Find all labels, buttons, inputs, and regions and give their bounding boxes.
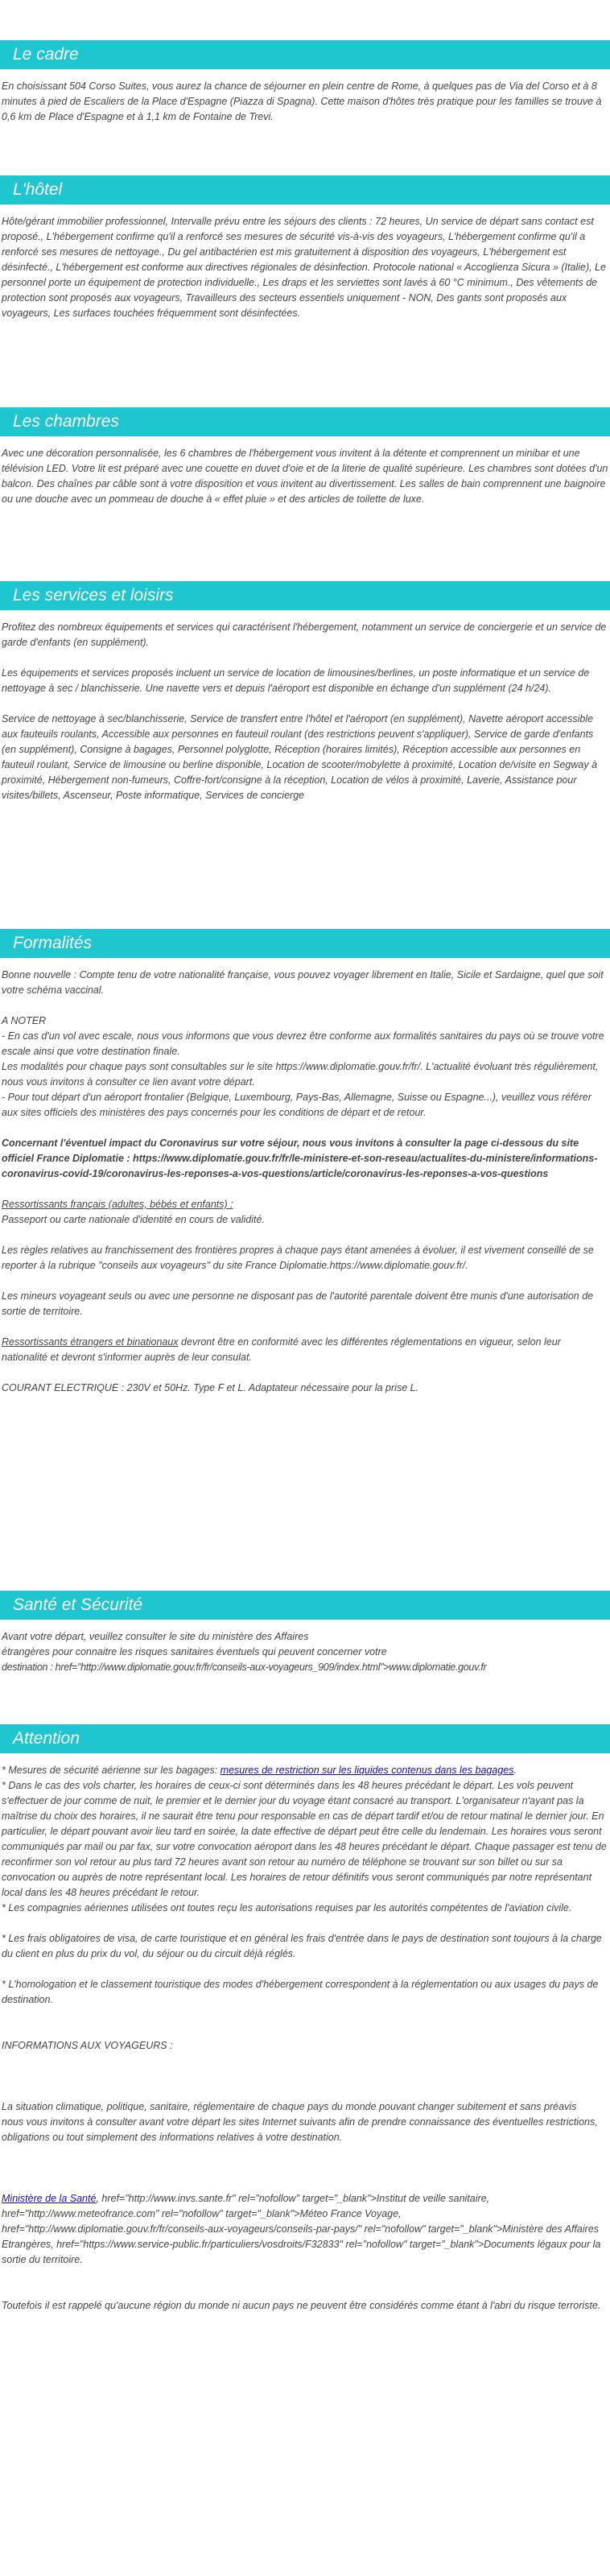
section-title-hotel: L'hôtel [0, 175, 610, 204]
services-p2: Les équipements et services proposés incluent un service de location de limousines/berlines, un poste informatique et un service de nettoyage à sec / blanchisserie. Une navette vers et depuis l'aéroport est disponible en échange d'un supplément (24 h/24). [2, 667, 590, 694]
mesure-1-prefix: * Mesures de sécurité aérienne sur les bagages: [2, 1765, 221, 1776]
mesure-5: * L'homologation et le classement touristique des modes d'hébergement correspondent à la réglementation ou aux usages du pays de destination. [2, 1979, 599, 2005]
ress-etr-label: Ressortissants étrangers et binationaux [2, 1336, 179, 1348]
noter-3: - Pour tout départ d'un aéroport frontalier (Belgique, Luxembourg, Pays-Bas, Allemagne, Suisse ou Espagne...), veuillez vous référer aux sites officiels des ministères des pays concernés pour les conditions de départ et de retour. [2, 1092, 591, 1118]
section-title-attention: Attention [0, 1724, 610, 1753]
section-attention [0, 1724, 610, 2314]
info-voyageurs-title: INFORMATIONS AUX VOYAGEURS : [2, 2040, 173, 2051]
section-title-services: Les services et loisirs [0, 581, 610, 610]
section-title-sante: Santé et Sécurité [0, 1591, 610, 1620]
covid-notice: Concernant l'éventuel impact du Coronavirus sur votre séjour, nous vous invitons à consulter la page ci-dessous du site officiel France Diplomatie : https://www.diplomatie.gouv.fr/fr/le-ministere-et-son-reseau/actualites-du-ministere/informations-coronavirus-covid-19/coronavirus-les-reponses-a-vos-questions/article/coronavirus-les-reponses-a-vos-questions [2, 1137, 598, 1179]
section-chambres [0, 407, 610, 507]
noter-2: Les modalités pour chaque pays sont consultables sur le site https://www.diplomatie.gouv.fr/fr/. L'actualité évoluant très régulièrement, nous vous invitons à consulter ce lien avant votre départ. [2, 1061, 599, 1088]
section-sante [0, 1591, 610, 1675]
section-title-cadre: Le cadre [0, 40, 610, 69]
ministere-sante-link[interactable]: Ministère de la Santé [2, 2193, 97, 2204]
ress-etr-text: devront être en conformité avec les différentes réglementations en vigueur, selon leur nationalité et devront s'informer auprès de leur consulat. [2, 1336, 561, 1363]
services-p3: Service de nettoyage à sec/blanchisserie, Service de transfert entre l'hôtel et l'aéroport (en supplément), Navette aéroport accessible aux fauteuils roulants, Accessible aux personnes en fauteuil roulant (des restrictions peuvent s'appliquer), Service de garde d'enfants (en supplément), Consigne à bagages, Personnel polyglotte, Réception (horaires limités), Réception accessible aux personnes en fauteuil roulant, Service de limousine ou berline disponible, Location de scooter/mobylette à proximité, Location de/visite en Segway à proximité, Hébergement non-fumeurs, Coffre-fort/consigne à la réception, Location de vélos à proximité, Laverie, Assistance pour visites/billets, Ascenseur, Poste informatique, Services de concierge [2, 713, 598, 801]
ress-fr-text: Passeport ou carte nationale d'identité en cours de validité. [2, 1214, 265, 1225]
section-hotel [0, 175, 610, 321]
mesure-3: * Les compagnies aériennes utilisées ont toutes reçu les autorisations requises par les autorités compétentes de l'aviation civile. [2, 1902, 572, 1913]
situation-line-2: nous vous invitons à consulter avant votre départ les sites Internet suivants afin de prendre connaissance des éventuelles restrictions, obligations ou tout simplement des informations relatives à votre destination. [2, 2116, 598, 2143]
sante-line-3: destination : href="http://www.diplomatie.gouv.fr/fr/conseils-aux-voyageurs_909/index.html">www.diplomatie.gouv.fr [2, 1662, 487, 1673]
regles-text: Les règles relatives au franchissement des frontières propres à chaque pays étant amenées à évoluer, il est vivement conseillé de se reporter à la rubrique "conseils aux voyageurs" du site France Diplomatie.https://www.diplomatie.gouv.fr/. [2, 1245, 594, 1271]
situation-line-1: La situation climatique, politique, sanitaire, réglementaire de chaque pays du monde pouvant changer subitement et sans préavis [2, 2101, 577, 2112]
section-title-formalites: Formalités [0, 929, 610, 958]
cadre-text: En choisissant 504 Corso Suites, vous aurez la chance de séjourner en plein centre de Rome, à quelques pas de Via del Corso et à 8 minutes à pied de Escaliers de la Place d'Espagne (Piazza di Spagna). Cette maison d'hôtes très pratique pour les familles se trouve à 0,6 km de Place d'Espagne et à 1,1 km de Fontaine de Trevi. [2, 80, 602, 122]
mesure-4: * Les frais obligatoires de visa, de carte touristique et en général les frais d'entrée dans le pays de destination sont toujours à la charge du client en plus du prix du vol, du séjour ou du circuit déjà réglés. [2, 1933, 602, 1959]
section-formalites [0, 929, 610, 1396]
sante-line-1: Avant votre départ, veuillez consulter le site du ministère des Affaires [2, 1631, 309, 1642]
liquids-restriction-link[interactable]: mesures de restriction sur les liquides contenus dans les bagages [220, 1765, 514, 1776]
section-title-chambres: Les chambres [0, 407, 610, 436]
section-cadre [0, 40, 610, 125]
hotel-text: Hôte/gérant immobilier professionnel, Intervalle prévu entre les séjours des clients : 72 heures, Un service de départ sans contact est proposé., L'hébergement confirme qu'il a renforcé ses mesures de sécurité vis-à-vis des voyageurs, L'hébergement confirme qu'il a renforcé ses mesures de nettoyage., Du gel antibactérien est mis gratuitement à disposition des voyageurs, L'hébergement est désinfecté., L'hébergement est conforme aux directives régionales de désinfection. Protocole national « Accoglienza Sicura » (Italie), Le personnel porte un équipement de protection individuelle., Les draps et les serviettes sont lavés à 60 °C minimum., Des vêtements de protection sont proposés aux voyageurs, Travailleurs des secteurs essentiels uniquement - NON, Des gants sont proposés aux voyageurs, Les surfaces touchées fréquemment sont désinfectées. [2, 216, 606, 319]
section-services [0, 581, 610, 803]
mesure-1-suffix: . [513, 1765, 517, 1776]
noter-title: A NOTER [2, 1015, 47, 1026]
services-p1: Profitez des nombreux équipements et services qui caractérisent l'hébergement, notamment un service de conciergerie et un service de garde d'enfants (en supplément). [2, 621, 607, 648]
useful-links-text: , href="http://www.invs.sante.fr" rel="nofollow" target="_blank">Institut de veille sanitaire, href="http://www.meteofrance.com" rel="nofollow" target="_blank">Méteo France Voyage, href="http://www.diplomatie.gouv.fr/fr/conseils-aux-voyageurs/conseils-par-pays/" rel="nofollow" target="_blank">Ministère des Affaires Etrangères, href="https://www.service-public.fr/particuliers/vosdroits/F32833" rel="nofollow" target="_blank">Documents légaux pour la sortie du territoire. [2, 2193, 601, 2265]
ress-fr-label: Ressortissants français (adultes, bébés et enfants) : [2, 1199, 233, 1210]
noter-1: - En cas d'un vol avec escale, nous vous informons que vous devrez être conforme aux formalités sanitaires du pays où se trouve votre escale ainsi que votre destination finale. [2, 1030, 604, 1057]
mineurs-text: Les mineurs voyageant seuls ou avec une personne ne disposant pas de l'autorité parentale doivent être munis d'une autorisation de sortie de territoire. [2, 1290, 594, 1317]
mesure-2: * Dans le cas des vols charter, les horaires de ceux-ci sont déterminés dans les 48 heures précédant le départ. Les vols peuvent s'effectuer de jour comme de nuit, le premier et le dernier jour du voyage étant consacré au transport. L'organisateur n'ayant pas la maîtrise du choix des horaires, il ne saurait être tenu pour responsable en cas de départ tardif et/ou de retour matinal le dernier jour. En particulier, le départ pouvant avoir lieu tard en soirée, la date effective de départ peut être celle du lendemain. Les horaires vous seront communiqués par mail ou par fax, sur votre convocation aéroport dans les 48 heures précédant le départ. Chaque passager est tenu de reconfirmer son vol retour au plus tard 72 heures avant son retour au numéro de téléphone se trouvant sur son billet ou sur sa convocation ou auprès de notre représentant local. Les horaires de retour définitifs vous seront communiqués par notre représentant local dans les 48 heures précédant le retour. [2, 1780, 607, 1898]
chambres-text: Avec une décoration personnalisée, les 6 chambres de l'hébergement vous invitent à la détente et comprennent un minibar et une télévision LED. Votre lit est préparé avec une couette en duvet d'oie et de la literie de qualité supérieure. Les chambres sont dotées d'un balcon. Des chaînes par câble sont à votre disposition et vous invitent au divertissement. Les salles de bain comprennent une baignoire ou une douche avec un pommeau de douche à « effet pluie » et des articles de toilette de luxe. [2, 448, 608, 505]
terror-risk-text: Toutefois il est rappelé qu'aucune région du monde ni aucun pays ne peuvent être considérés comme étant à l'abri du risque terroriste. [2, 2300, 601, 2311]
sante-line-2: étrangères pour connaitre les risques sanitaires éventuels qui peuvent concerner votre [2, 1646, 387, 1657]
courant-text: COURANT ELECTRIQUE : 230V et 50Hz. Type F et L. Adaptateur nécessaire pour la prise L. [2, 1382, 419, 1393]
formalites-intro: Bonne nouvelle : Compte tenu de votre nationalité française, vous pouvez voyager librement en Italie, Sicile et Sardaigne, quel que soit votre schéma vaccinal. [2, 969, 604, 996]
